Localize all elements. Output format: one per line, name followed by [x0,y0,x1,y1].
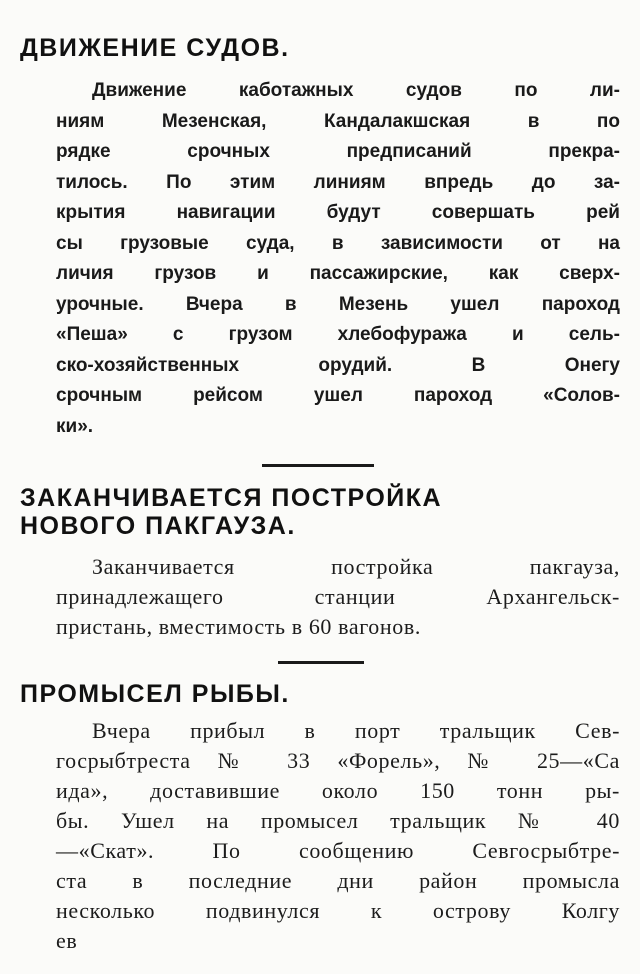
text-line: тилось. По этим линиям впредь до за- [56,171,620,193]
text-line: госрыбтреста № 33 «Форель», № 25—«Са [56,748,620,773]
text-line: срочным рейсом ушел пароход «Солов- [56,385,620,406]
article-body-ship-movement [20,76,620,442]
text-line: «Пеша» с грузом хлебофуража и сель- [56,324,620,345]
headline-warehouse [20,484,620,540]
text-line: принадлежащего станции Архангельск- [56,584,620,609]
article-ship-movement [20,34,620,442]
text-line: —«Скат». По сообщению Севгосрыбтре- [56,838,620,863]
text-line: несколько подвинулся к острову Колгу [56,898,620,923]
article-fishing [20,680,620,956]
headline-ship-movement: ДВИЖЕНИЕ СУДОВ. [20,34,290,62]
text-line: урочные. Вчера в Мезень ушел пароход [56,293,620,315]
text-line: ки». [56,415,94,437]
text-line: ста в последние дни район промысла [56,868,620,893]
headline-line: ЗАКАНЧИВАЕТСЯ ПОСТРОЙКА [20,484,443,512]
article-warehouse [20,484,620,642]
text-line: ско-хозяйственных орудий. В Онегу [56,354,620,376]
section-divider [278,661,364,664]
section-divider [262,464,374,467]
text-line: ида», доставившие около 150 тонн ры- [56,778,620,803]
text-line: крытия навигации будут совершать рей [56,202,620,223]
text-line: Заканчивается постройка пакгауза, [92,554,620,579]
text-line: Вчера прибыл в порт тральщик Сев- [92,718,620,743]
text-line: ниям Мезенская, Кандалакшская в по [56,110,620,132]
text-line: рядке срочных предписаний прекра- [56,141,620,162]
text-line: Движение каботажных судов по ли- [92,80,620,101]
article-body-warehouse [20,552,620,642]
headline-fishing: ПРОМЫСЕЛ РЫБЫ. [20,680,290,708]
article-body-fishing [20,716,620,956]
text-line: личия грузов и пассажирские, как сверх- [56,263,620,284]
text-line: сы грузовые суда, в зависимости от на [56,232,620,254]
text-line: пристань, вместимость в 60 вагонов. [56,614,421,639]
text-line: ев [56,928,78,953]
text-line: бы. Ушел на промысел тральщик № 40 [56,808,620,833]
headline-line: НОВОГО ПАКГАУЗА. [20,512,296,540]
